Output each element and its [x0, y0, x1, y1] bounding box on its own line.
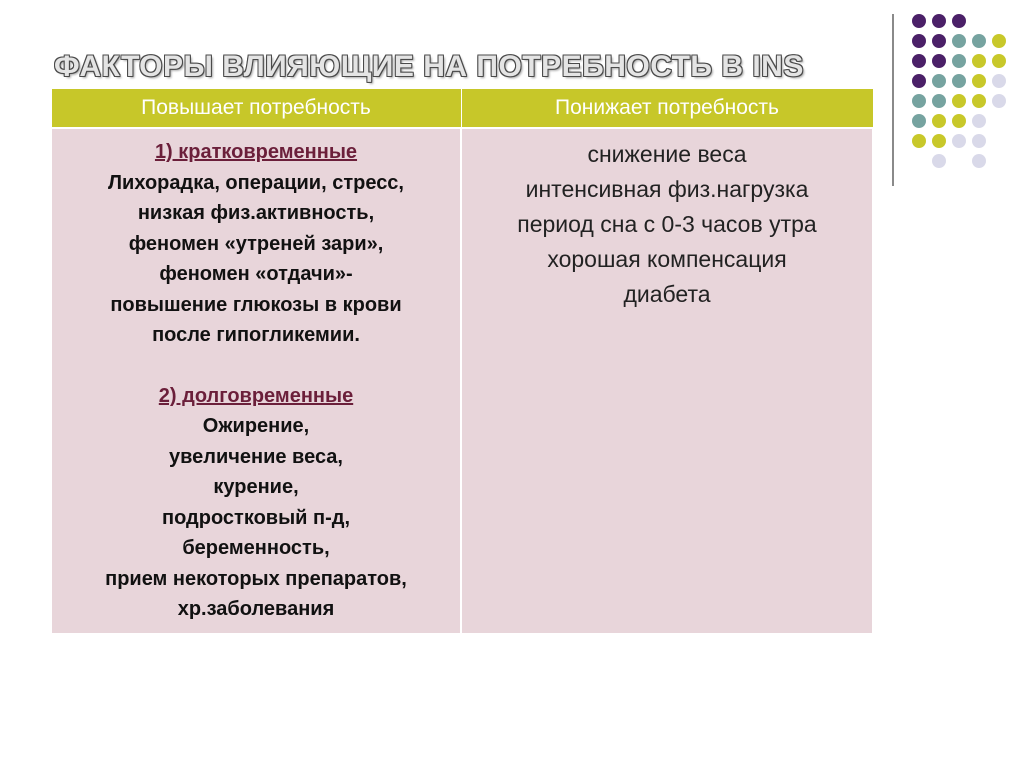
- factors-table: [50, 87, 874, 635]
- list-item: Ожирение,: [202, 415, 310, 437]
- decorative-dot: [952, 34, 966, 48]
- list-item: феномен «отдачи»-: [159, 263, 353, 285]
- decorative-dot: [932, 14, 946, 28]
- decorative-dot: [972, 114, 986, 128]
- decorative-dot: [912, 14, 926, 28]
- decorative-dot: [952, 74, 966, 88]
- list-item: беременность,: [182, 537, 330, 559]
- decorative-dot: [932, 74, 946, 88]
- decorative-dot: [992, 74, 1006, 88]
- decorative-dot: [952, 94, 966, 108]
- decorative-dot: [972, 154, 986, 168]
- decorative-dot: [932, 54, 946, 68]
- list-item: феномен «утреней зари»,: [128, 232, 384, 255]
- list-item: повышение глюкозы в крови: [110, 293, 402, 316]
- decorative-dot: [972, 34, 986, 48]
- table-row: [51, 128, 873, 634]
- long-term-heading: 2) долговременные: [158, 384, 354, 407]
- decrease-cell: [461, 128, 873, 634]
- decorative-dot: [932, 94, 946, 108]
- list-item: прием некоторых препаратов,: [105, 567, 407, 590]
- decorative-dot: [932, 114, 946, 128]
- list-item: интенсивная физ.нагрузка: [525, 176, 809, 202]
- list-item: снижение веса: [587, 141, 747, 167]
- decorative-dot: [912, 54, 926, 68]
- list-item: подростковый п-д,: [162, 506, 350, 529]
- decorative-dot: [952, 114, 966, 128]
- decorative-dot: [992, 94, 1006, 108]
- decorative-dot: [912, 74, 926, 88]
- decorative-dot: [912, 134, 926, 148]
- decorative-dot: [912, 114, 926, 128]
- decorative-divider-line: [892, 14, 894, 186]
- decorative-dot: [952, 134, 966, 148]
- spacer: [52, 351, 460, 381]
- table-header-row: [51, 88, 873, 128]
- decorative-dot: [912, 94, 926, 108]
- decorative-dot: [992, 34, 1006, 48]
- list-item: низкая физ.активность,: [137, 202, 375, 224]
- list-item: увеличение веса,: [168, 445, 343, 468]
- decorative-dot-grid: [906, 12, 1016, 172]
- list-item: хорошая компенсация: [547, 246, 787, 272]
- decorative-dot: [932, 134, 946, 148]
- list-item: период сна с 0-3 часов утра: [517, 211, 817, 237]
- decorative-dot: [952, 14, 966, 28]
- list-item: курение,: [213, 476, 299, 498]
- header-decrease: Понижает потребность: [461, 88, 873, 128]
- decorative-dot: [932, 154, 946, 168]
- decorative-dot: [952, 54, 966, 68]
- decorative-dot: [912, 34, 926, 48]
- decorative-dot: [972, 134, 986, 148]
- decorative-dot: [972, 94, 986, 108]
- list-item: хр.заболевания: [177, 598, 335, 620]
- decorative-dot: [972, 54, 986, 68]
- decorative-dot: [972, 74, 986, 88]
- slide-title: ФАКТОРЫ ВЛИЯЮЩИЕ НА ПОТРЕБНОСТЬ В INS: [54, 50, 804, 83]
- list-item: диабета: [623, 281, 711, 307]
- decorative-dot: [932, 34, 946, 48]
- header-increase: Повышает потребность: [51, 88, 461, 128]
- decorative-dot: [992, 54, 1006, 68]
- short-term-heading: 1) кратковременные: [154, 141, 358, 163]
- list-item: Лихорадка, операции, стресс,: [107, 171, 404, 194]
- increase-cell: [51, 128, 461, 634]
- list-item: после гипогликемии.: [152, 324, 360, 346]
